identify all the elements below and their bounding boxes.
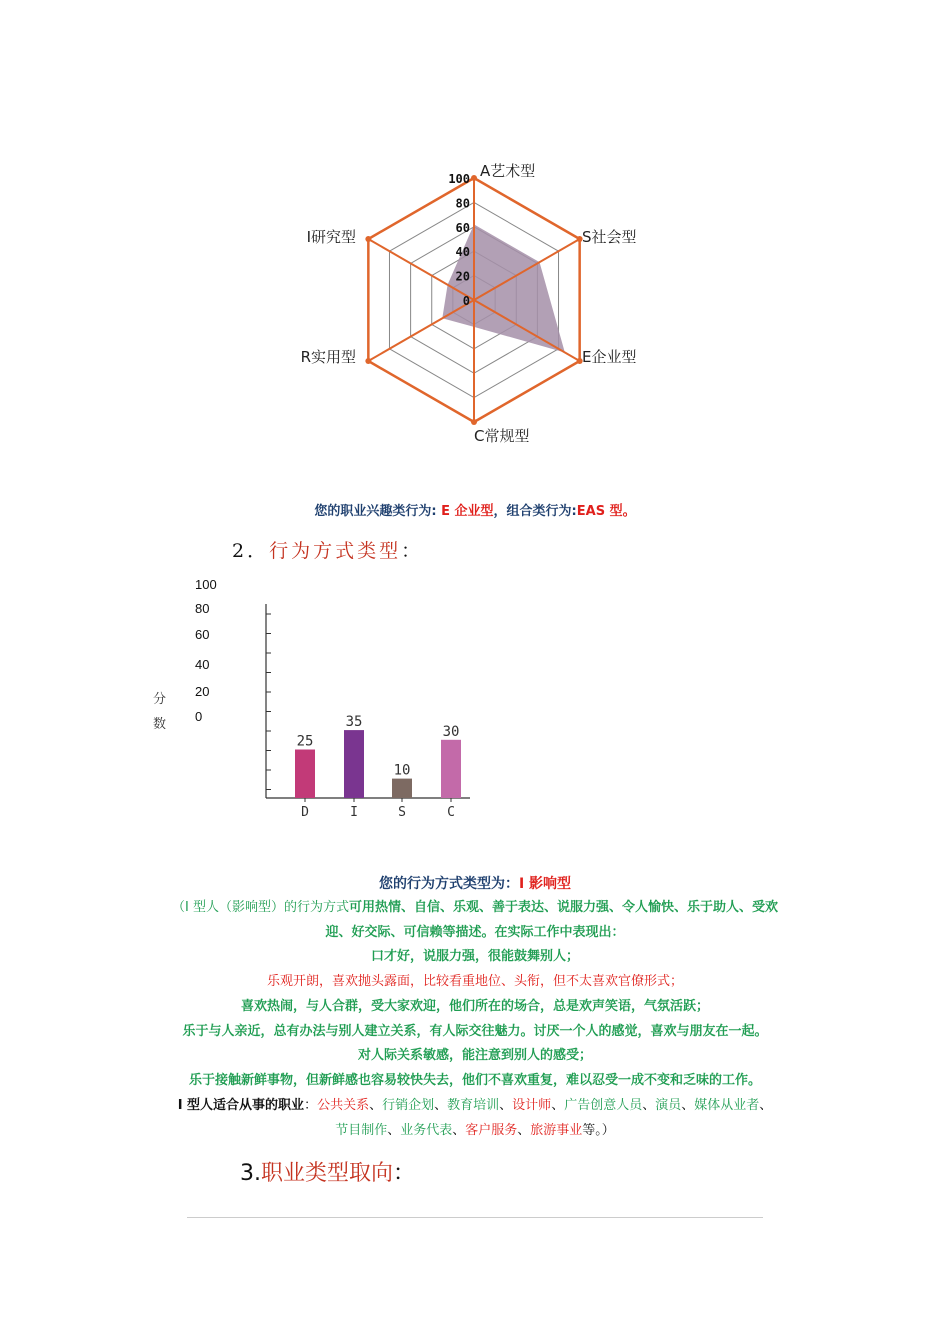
- desc-line-3: 口才好，说服力强，很能鼓舞别人；: [370, 949, 579, 964]
- job-sep: 、: [452, 1123, 466, 1138]
- desc-line-1a: （I 型人（影响型）的行为方式: [172, 900, 349, 915]
- desc-line-1b: 可用热情、自信、乐观、善于表达、说服力强、令人愉快、乐于助人、受欢: [348, 900, 778, 915]
- radar-tick-label: 100: [448, 172, 470, 186]
- bar-C: [441, 740, 461, 798]
- bar-value-label: 30: [442, 723, 460, 740]
- bar-value-label: 35: [345, 714, 363, 731]
- bar-category-label: I: [350, 805, 358, 820]
- radar-vertex: [365, 236, 371, 242]
- behavior-style-bar-chart: [140, 572, 480, 827]
- career-interest-summary: [0, 500, 950, 519]
- bar-marks: [295, 714, 461, 820]
- jobs-ending: 等。）: [582, 1123, 615, 1138]
- job-sep: 、: [642, 1098, 656, 1113]
- job-sep: 、: [517, 1123, 531, 1138]
- summary-combo: EAS 型。: [576, 504, 636, 519]
- jobs-line-1: [150, 1094, 800, 1119]
- jobs-label: I 型人适合从事的职业: [177, 1098, 305, 1113]
- bar-y-tick-label: 0: [195, 709, 203, 724]
- bar-D: [295, 750, 315, 799]
- section-3-title: 职业类型取向: [261, 1161, 394, 1186]
- section-2-heading: [232, 536, 423, 563]
- result-type: I 影响型: [518, 876, 572, 892]
- radar-vertex: [365, 358, 371, 364]
- job-sep: 、: [759, 1098, 773, 1113]
- job-item: 媒体从业者: [694, 1098, 760, 1113]
- bar-category-label: C: [447, 805, 455, 820]
- bar-y-tick-label: 80: [195, 601, 210, 616]
- desc-line-5: 喜欢热闹，与人合群，受大家欢迎，他们所在的场合，总是欢声笑语，气氛活跃；: [240, 999, 709, 1014]
- section-2-title: 行为方式类型: [269, 540, 402, 562]
- job-sep: 、: [369, 1098, 383, 1113]
- radar-spoke: [368, 300, 474, 361]
- radar-axis-label: I研究型: [306, 228, 356, 246]
- radar-tick-label: 40: [455, 245, 470, 260]
- radar-tick-label: 0: [462, 294, 470, 308]
- job-item: 行销企划: [382, 1098, 435, 1113]
- desc-line-8: 乐于接触新鲜事物，但新鲜感也容易较快失去，他们不喜欢重复，难以忍受一成不变和乏味的工作。: [188, 1073, 761, 1088]
- radar-axis-label: C常规型: [474, 427, 530, 445]
- bar-y-tick-labels: [195, 577, 217, 724]
- radar-axis-label: A艺术型: [480, 162, 536, 180]
- summary-middle: ，组合类行为:: [493, 504, 577, 519]
- bar-y-tick-label: 40: [195, 657, 210, 672]
- bar-value-label: 10: [393, 762, 411, 779]
- result-prefix: 您的行为方式类型为：: [378, 876, 519, 892]
- radar-axis-label: R实用型: [300, 348, 356, 366]
- job-sep: 、: [434, 1098, 448, 1113]
- bar-y-tick-label: 60: [195, 627, 210, 642]
- radar-data-area: [442, 224, 565, 352]
- summary-type: E 企业型: [441, 504, 494, 519]
- job-sep: 、: [551, 1098, 565, 1113]
- behavior-style-result: [0, 873, 950, 893]
- radar-vertex: [471, 419, 477, 425]
- radar-axis-label: S社会型: [582, 228, 637, 246]
- summary-prefix: 您的职业兴趣类行为:: [314, 504, 442, 519]
- radar-tick-label: 80: [455, 196, 470, 211]
- section-3-colon: ：: [393, 1161, 416, 1186]
- radar-tick-label: 60: [455, 220, 470, 235]
- bar-I: [344, 730, 364, 798]
- bar-S: [392, 779, 412, 798]
- section-2-colon: ：: [401, 540, 424, 562]
- job-item: 业务代表: [400, 1123, 453, 1138]
- radar-vertex: [471, 175, 477, 181]
- job-sep: 、: [681, 1098, 695, 1113]
- desc-line-1: [150, 896, 800, 921]
- desc-line-7: 对人际关系敏感，能注意到别人的感受；: [357, 1048, 592, 1063]
- job-item: 公共关系: [317, 1098, 370, 1113]
- bar-y-axis-label: [153, 692, 166, 732]
- job-item: 广告创意人员: [564, 1098, 643, 1113]
- section-3-heading: [240, 1156, 415, 1187]
- bar-y-tick-label: 100: [195, 577, 217, 592]
- job-sep: 、: [499, 1098, 513, 1113]
- job-sep: 、: [387, 1123, 401, 1138]
- job-item: 旅游事业: [530, 1123, 583, 1138]
- radar-tick-label: 20: [455, 269, 470, 284]
- section-3-number: 3.: [240, 1161, 261, 1186]
- desc-line-4: 乐观开朗，喜欢抛头露面，比较看重地位、头衔，但不太喜欢官僚形式；: [266, 974, 683, 989]
- job-item: 演员: [655, 1098, 682, 1113]
- bar-y-tick-label: 20: [195, 684, 210, 699]
- bar-y-axis-label-char: 分: [153, 692, 167, 707]
- radar-axis-label: E企业型: [582, 348, 637, 366]
- bar-category-label: D: [301, 805, 309, 820]
- job-item: 节目制作: [335, 1123, 388, 1138]
- job-item: 教育培训: [447, 1098, 500, 1113]
- jobs-colon: ：: [304, 1098, 318, 1113]
- desc-line-6: 乐于与人亲近，总有办法与别人建立关系，有人际交往魅力。讨厌一个人的感觉，喜欢与朋友在一起。: [182, 1024, 768, 1039]
- job-item: 客户服务: [465, 1123, 518, 1138]
- desc-line-2: 迎、好交际、可信赖等描述。在实际工作中表现出：: [325, 925, 625, 940]
- bar-value-label: 25: [296, 733, 314, 750]
- page-divider: [187, 1217, 763, 1218]
- career-interest-radar-chart: [280, 155, 680, 455]
- section-2-number: 2．: [232, 540, 270, 562]
- bar-y-axis-label-char: 数: [153, 717, 167, 732]
- bar-category-label: S: [398, 805, 406, 820]
- jobs-line-2: [150, 1119, 800, 1144]
- job-item: 设计师: [512, 1098, 552, 1113]
